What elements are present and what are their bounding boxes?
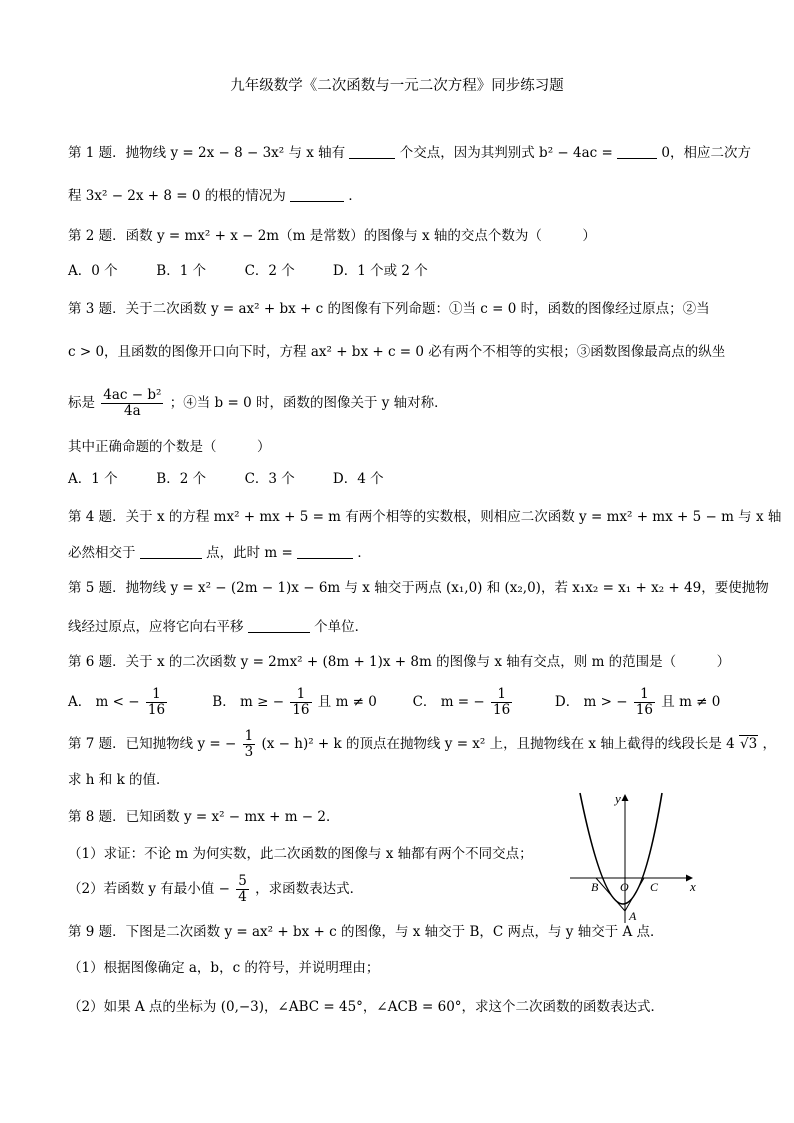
question-7-fraction-denominator: 3 [244, 744, 254, 760]
question-3-option-c[interactable]: C．3 个 [244, 471, 295, 487]
question-3-options [68, 469, 384, 489]
question-6-option-d[interactable] [555, 682, 720, 722]
question-7-text-post: ， [762, 736, 776, 752]
question-1-blank-2[interactable] [617, 144, 657, 159]
point-b-label: B [591, 880, 599, 894]
point-a-label: A [629, 909, 637, 923]
question-9-line-1: 第 9 题．下图是二次函数 y = ax² + bx + c 的图像，与 x 轴交于 B，C 两点，与 y 轴交于 A 点． [68, 924, 664, 940]
question-1-text-d: 程 3x² − 2x + 8 = 0 的根的情况为 [68, 188, 286, 204]
question-4-line-1: 第 4 题．关于 x 的方程 mx² + mx + 5 = m 有两个相等的实数根，则相应二次函数 y = mx² + mx + 5 − m 与 x 轴 [68, 509, 782, 525]
question-5-text-a: 线经过原点，应将它向右平移 [68, 619, 244, 635]
question-1-text-a: 第 1 题．抛物线 y = 2x − 8 − 3x² 与 x 轴有 [68, 145, 346, 161]
question-8-line-3 [68, 869, 363, 909]
question-6-option-b-fraction [290, 687, 311, 718]
question-3-line-1: 第 3 题．关于二次函数 y = ax² + bx + c 的图像有下列命题：①当 c = 0 时，函数的图像经过原点；②当 [68, 301, 710, 317]
y-axis-label: y [615, 791, 621, 806]
question-3-text-post: ；④当 b = 0 时，函数的图像关于 y 轴对称． [169, 395, 448, 411]
question-3-text-pre: 标是 [68, 395, 95, 411]
question-6-option-d-text: D． m > − [554, 694, 628, 710]
question-3-option-d[interactable]: D．4 个 [332, 471, 384, 487]
question-7-fraction [243, 729, 256, 760]
question-5-blank-1[interactable] [248, 618, 310, 633]
question-6-option-a[interactable] [68, 682, 208, 722]
question-4-line-2 [68, 543, 371, 563]
question-2-text: 第 2 题．函数 y = mx² + x − 2m（m 是常数）的图像与 x 轴的交点个数为（ ） [68, 228, 596, 244]
question-2-options [68, 261, 428, 281]
question-7-line-2: 求 h 和 k 的值． [68, 772, 170, 788]
question-7-text-mid: (x − h)² + k 的顶点在抛物线 y = x² 上，且抛物线在 x 轴上截得的线段长是 4 [261, 736, 735, 752]
question-1-line-1 [68, 143, 751, 163]
question-5-line-2 [68, 617, 368, 637]
question-6-text: 第 6 题．关于 x 的二次函数 y = 2mx² + (8m + 1)x + 8m 的图像与 x 轴有交点，则 m 的范围是（ ） [68, 654, 731, 670]
question-7-line-1 [68, 724, 776, 764]
question-1-text-b: 个交点，因为其判别式 b² − 4ac = [399, 145, 613, 161]
point-c-label: C [650, 880, 659, 894]
question-1-blank-3[interactable] [290, 187, 344, 202]
question-7-sqrt-value: 3 [748, 736, 758, 752]
question-6-option-d-fraction [634, 687, 655, 718]
question-4-blank-2[interactable] [297, 544, 353, 559]
question-3-fraction-numerator: 4ac − b² [103, 387, 162, 403]
question-1-text-e: ． [348, 188, 362, 204]
question-6-option-b-numerator: 1 [290, 687, 311, 703]
question-8-text-pre: （2）若函数 y 有最小值 − [68, 881, 230, 897]
question-6-option-d-numerator: 1 [634, 687, 655, 703]
question-1-blank-1[interactable] [349, 144, 395, 159]
question-8-fraction-denominator: 4 [238, 889, 247, 905]
question-4-blank-1[interactable] [140, 544, 202, 559]
question-6-option-b-denominator: 16 [292, 702, 310, 718]
question-8-fraction [236, 874, 249, 905]
question-4-text-b: 点，此时 m = [206, 545, 293, 561]
question-3-fraction-denominator: 4a [124, 403, 141, 419]
question-6-option-a-numerator: 1 [146, 687, 167, 703]
question-6-option-d-denominator: 16 [635, 702, 653, 718]
question-3-line-3 [68, 383, 448, 423]
question-5-text-b: 个单位． [314, 619, 369, 635]
question-6-option-b-suffix: 且 m ≠ 0 [317, 694, 377, 710]
question-6-option-c-text: C． m = − [412, 694, 485, 710]
question-6-option-a-text: A． m < − [68, 694, 140, 710]
question-8-fraction-numerator: 5 [238, 873, 247, 889]
question-4-text-a: 必然相交于 [68, 545, 136, 561]
page-title: 九年级数学《二次函数与一元二次方程》同步练习题 [230, 78, 564, 94]
question-6-option-c[interactable] [413, 682, 551, 722]
parabola-graph [566, 787, 702, 925]
question-7-sqrt: √3 [740, 736, 758, 752]
question-6-option-c-fraction [491, 687, 512, 718]
question-6-option-d-suffix: 且 m ≠ 0 [661, 694, 721, 710]
question-7-text-pre: 第 7 题．已知抛物线 y = − [68, 736, 237, 752]
question-6-option-c-numerator: 1 [491, 687, 512, 703]
question-8-line-1: 第 8 题．已知函数 y = x² − mx + m − 2． [68, 809, 340, 825]
question-5-line-1: 第 5 题．抛物线 y = x² − (2m − 1)x − 6m 与 x 轴交于两点 (x₁,0) 和 (x₂,0)，若 x₁x₂ = x₁ + x₂ + 49，要使抛物 [68, 580, 769, 596]
question-2-option-b[interactable]: B．1 个 [156, 263, 207, 279]
question-6-option-b[interactable] [212, 682, 408, 722]
point-o-label: O [620, 880, 629, 894]
question-3-line-4: 其中正确命题的个数是（ ） [68, 439, 271, 455]
question-6-option-c-denominator: 16 [493, 702, 511, 718]
question-6-option-b-text: B． m ≥ − [212, 694, 285, 710]
question-6-option-a-fraction [146, 687, 167, 718]
question-1-line-2 [68, 186, 362, 206]
question-3-fraction [101, 388, 163, 419]
question-3-line-2: c > 0，且函数的图像开口向下时，方程 ax² + bx + c = 0 必有两个不相等的实根；③函数图像最高点的纵坐 [68, 344, 726, 360]
x-axis-label: x [690, 879, 696, 894]
question-8-line-2: （1）求证：不论 m 为何实数，此二次函数的图像与 x 轴都有两个不同交点； [68, 846, 533, 862]
question-6-option-a-denominator: 16 [147, 702, 166, 718]
question-6-options [68, 682, 720, 722]
question-8-text-post: ，求函数表达式． [255, 881, 364, 897]
question-3-option-a[interactable]: A．1 个 [68, 471, 118, 487]
question-2-option-d[interactable]: D．1 个或 2 个 [332, 263, 428, 279]
question-2-option-a[interactable]: A．0 个 [68, 263, 118, 279]
question-3-option-b[interactable]: B．2 个 [156, 471, 207, 487]
question-1-text-c: 0，相应二次方 [661, 145, 751, 161]
question-2-option-c[interactable]: C．2 个 [244, 263, 295, 279]
question-7-fraction-numerator: 1 [244, 728, 254, 744]
question-9-line-2: （1）根据图像确定 a，b，c 的符号，并说明理由； [68, 960, 380, 976]
question-4-text-c: ． [357, 545, 371, 561]
question-9-line-3: （2）如果 A 点的坐标为 (0,−3)，∠ABC = 45°，∠ACB = 60°，求这个二次函数的函数表达式． [68, 999, 665, 1015]
